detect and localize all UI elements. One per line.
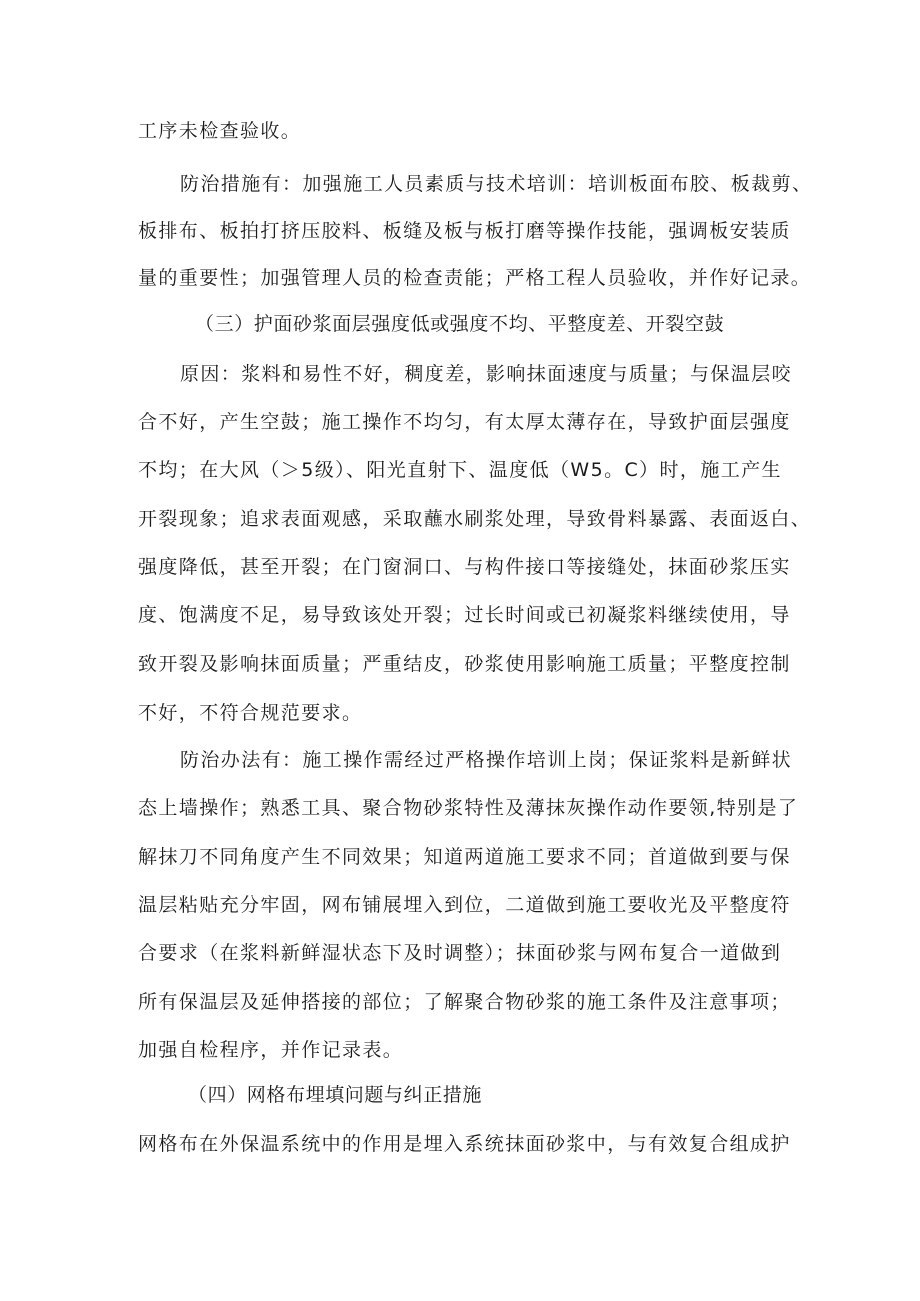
text-line: 不均；在大风（＞5级）、阳光直射下、温度低（W5。C）时，施工产生 [138,459,782,481]
text-line: 强度降低，甚至开裂；在门窗洞口、与构件接口等接缝处，抹面砂浆压实 [138,556,791,578]
text-line: 防治办法有：施工操作需经过严格操作培训上岗；保证浆料是新鲜状 [180,749,793,771]
text-line: 所有保温层及延伸搭接的部位；了解聚合物砂浆的施工条件及注意事项； [138,991,791,1013]
text-line: 开裂现象；追求表面观感，采取蘸水刷浆处理，导致骨料暴露、表面返白、 [138,508,812,530]
text-line: 量的重要性；加强管理人员的检查责能；严格工程人员验收，并作好记录。 [138,267,812,289]
section-heading: （四）网格布埋填问题与纠正措施 [188,1084,483,1106]
text-line: 致开裂及影响抹面质量；严重结皮，砂浆使用影响施工质量；平整度控制 [138,653,791,675]
section-heading: （三）护面砂浆面层强度低或强度不均、平整度差、开裂空鼓 [195,313,725,335]
text-line: 原因：浆料和易性不好，稠度差，影响抹面速度与质量；与保温层咬 [180,363,793,385]
text-line: 态上墙操作；熟悉工具、聚合物砂浆特性及薄抹灰操作动作要领,特别是了 [138,797,799,819]
text-line: 温层粘贴充分牢固，网布铺展埋入到位，二道做到施工要收光及平整度符 [138,894,791,916]
text-line: 度、饱满度不足，易导致该处开裂；过长时间或已初凝浆料继续使用，导 [138,604,791,626]
text-line: 合不好，产生空鼓；施工操作不均匀，有太厚太薄存在，导致护面层强度 [138,411,791,433]
text-line: 不好，不符合规范要求。 [138,702,363,724]
text-line: 合要求（在浆料新鲜湿状态下及时调整）；抹面砂浆与网布复合一道做到 [138,942,782,964]
text-line: 网格布在外保温系统中的作用是埋入系统抹面砂浆中，与有效复合组成护 [138,1133,791,1155]
text-line: 解抹刀不同角度产生不同效果；知道两道施工要求不同；首道做到要与保 [138,846,791,868]
text-line: 防治措施有：加强施工人员素质与技术培训：培训板面布胶、板裁剪、 [180,173,813,195]
text-line: 板排布、板拍打挤压胶料、板缝及板与板打磨等操作技能，强调板安装质 [138,220,791,242]
text-line: 工序未检查验收。 [138,120,302,142]
text-line: 加强自检程序，并作记录表。 [138,1039,404,1061]
